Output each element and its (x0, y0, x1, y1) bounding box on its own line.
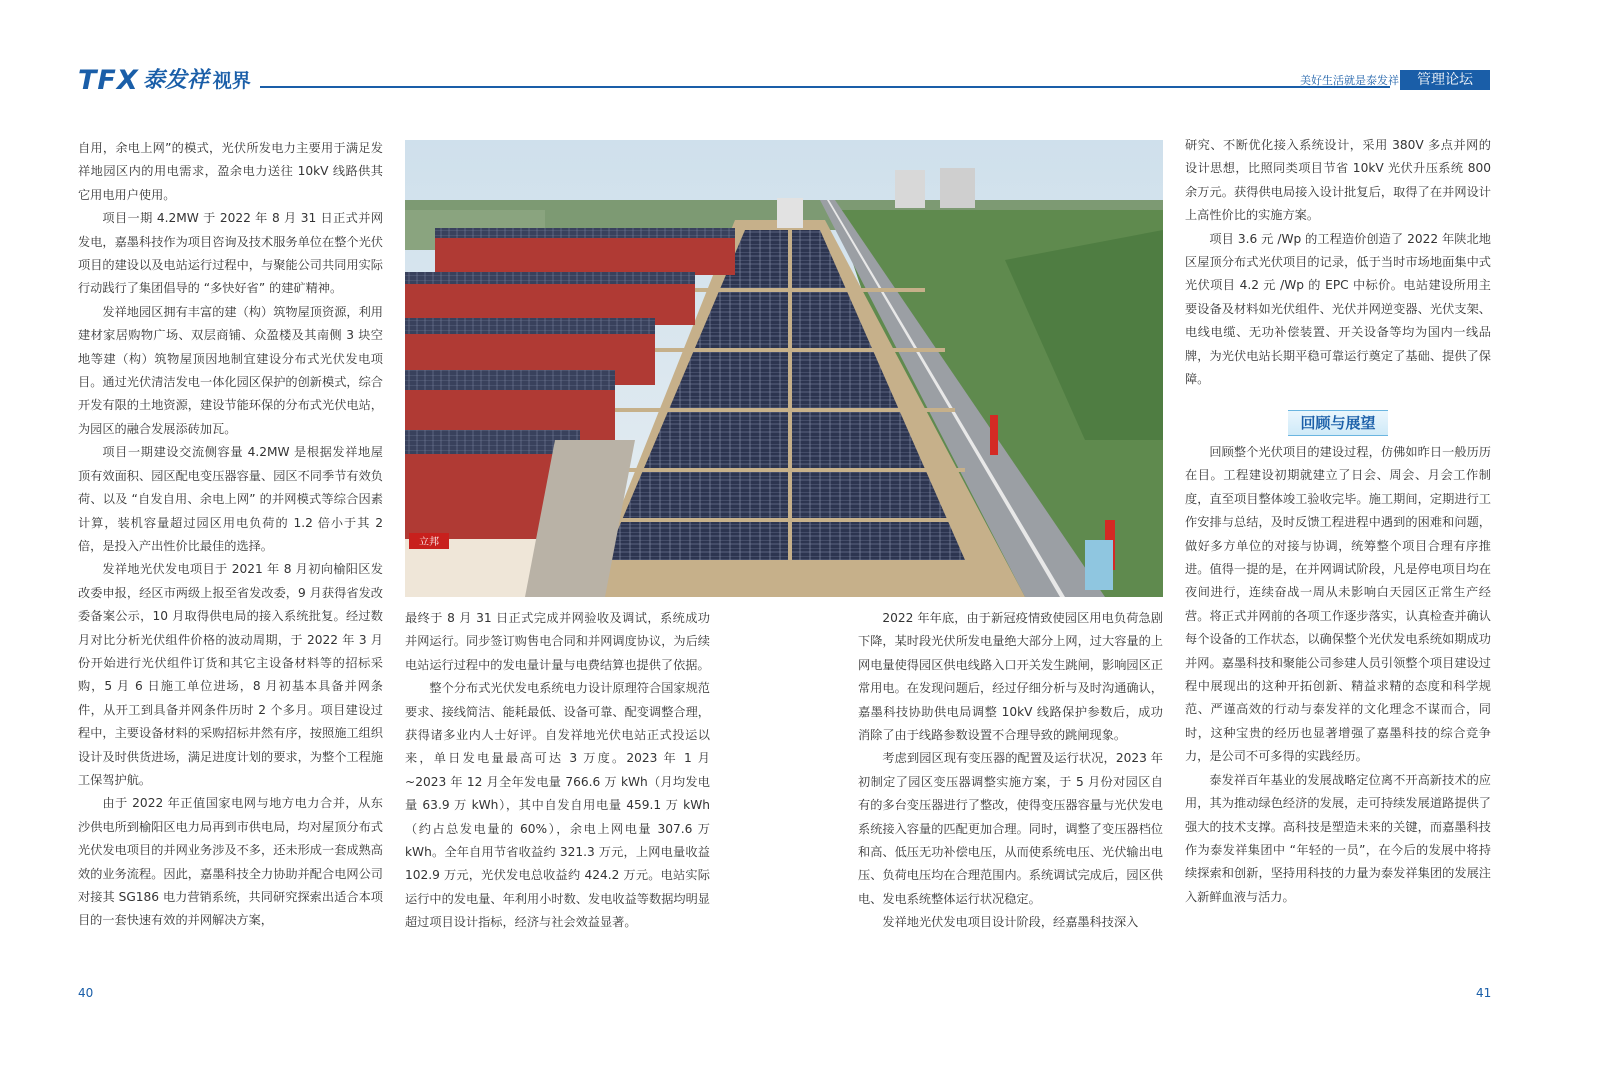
paragraph: 整个分布式光伏发电系统电力设计原理符合国家规范要求、接线简洁、能耗最低、设备可靠、配变调整合理，获得诸多业内人士好评。自发祥地光伏电站正式投运以来，单日发电量最高可达 3 万度。2023 年 1 月 ~2023 年 12 月全年发电量 766.6 万 kWh（月均发电量 63.9 万 kWh），其中自发自用电量 459.1 万 kWh（约占总发电量的 60%），余电上网电量 307.6 万 kWh。全年自用节省收益约 321.3 万元，上网电量收益 102.9 万元，光伏发电总收益约 424.2 万元。电站实际运行中的发电量、年利用小时数、发电收益等数据均明显超过项目设计指标，经济与社会效益显著。 (405, 681, 710, 930)
column-4-bottom (1185, 441, 1491, 909)
logo-latin: TFX (78, 65, 139, 96)
header-slogan: 美好生活就是泰发祥 (1300, 74, 1399, 87)
section-subheading: 回顾与展望 (1288, 410, 1388, 436)
paragraph: 回顾整个光伏项目的建设过程，仿佛如昨日一般历历在目。工程建设初期就建立了日会、周会、月会工作制度，直至项目整体竣工验收完毕。施工期间，定期进行工作安排与总结，及时反馈工程进程中遇到的困难和问题，做好多方单位的对接与协调，统筹整个项目合理有序推进。值得一提的是，在并网调试阶段，凡是停电项目均在夜间进行，连续奋战一周从未影响白天园区正常生产经营。将正式并网前的各项工作逐步落实，认真检查并确认每个设备的工作状态，以确保整个光伏发电系统如期成功并网。嘉墨科技和聚能公司参建人员引领整个项目建设过程中展现出的这种开拓创新、精益求精的态度和科学规范、严谨高效的行动与泰发祥的文化理念不谋而合，同时，这种宝贵的经历也显著增强了嘉墨科技的综合竞争力，是公司不可多得的实践经历。 (1185, 445, 1491, 764)
paragraph: 2022 年年底，由于新冠疫情致使园区用电负荷急剧下降，某时段光伏所发电量绝大部分上网，过大容量的上网电量使得园区供电线路入口开关发生跳闸，影响园区正常用电。在发现问题后，经过仔细分析与及时沟通确认，嘉墨科技协助供电局调整 10kV 线路保护参数后，成功消除了由于线路参数设置不合理导致的跳闸现象。 (858, 611, 1163, 743)
paragraph: 自用，余电上网”的模式，光伏所发电力主要用于满足发祥地园区内的用电需求，盈余电力送往 10kV 线路供其它用电用户使用。 (78, 141, 383, 202)
paragraph: 发祥地光伏发电项目于 2021 年 8 月初向榆阳区发改委申报，经区市两级上报至省发改委，9 月获得省发改委备案公示，10 月取得供电局的接入系统批复。经过数月对比分析光伏组件价格的波动周期，于 2022 年 3 月份开始进行光伏组件订货和其它主设备材料等的招标采购，5 月 6 日施工单位进场，8 月初基本具备并网条件，从开工到具备并网条件历时 2 个多月。项目建设过程中，主要设备材料的采购招标井然有序，按照施工组织设计及时供货进场，满足进度计划的要求，为整个工程施工保驾护航。 (78, 562, 383, 787)
paragraph: 发祥地园区拥有丰富的建（构）筑物屋顶资源，利用建材家居购物广场、双层商铺、众盈楼及其南侧 3 块空地等建（构）筑物屋顶因地制宜建设分布式光伏发电项目。通过光伏清洁发电一体化园区保护的创新模式，综合开发有限的土地资源，建设节能环保的分布式光伏电站，为园区的融合发展添砖加瓦。 (78, 304, 383, 436)
page-number-right: 41 (1476, 986, 1492, 1000)
paragraph: 项目一期建设交流侧容量 4.2MW 是根据发祥地屋顶有效面积、园区配电变压器容量、园区不同季节有效负荷、以及 “自发自用、余电上网” 的并网模式等综合因素计算，装机容量超过园区用电负荷的 1.2 倍小于其 2 倍，是投入产出性价比最佳的选择。 (78, 445, 383, 553)
paragraph: 发祥地光伏发电项目设计阶段，经嘉墨科技深入 (882, 915, 1139, 930)
section-tag: 管理论坛 (1400, 70, 1490, 90)
paragraph: 由于 2022 年正值国家电网与地方电力合并，从东沙供电所到榆阳区电力局再到市供电局，均对屋顶分布式光伏发电项目的并网业务涉及不多，还未形成一套成熟高效的业务流程。因此，嘉墨科技全力协助并配合电网公司对接其 SG186 电力营销系统，共同研究探索出适合本项目的一套快速有效的并网解决方案， (78, 796, 383, 928)
column-4-top (1185, 134, 1491, 391)
header-rule (260, 86, 1390, 88)
paragraph: 考虑到园区现有变压器的配置及运行状况，2023 年初制定了园区变压器调整实施方案，于 5 月份对园区自有的多台变压器进行了整改，使得变压器容量与光伏发电系统接入容量的匹配更加合理。同时，调整了变压器档位和高、低压无功补偿电压，从而使系统电压、光伏输出电压、负荷电压均在合理范围内。系统调试完成后，园区供电、发电系统整体运行状况稳定。 (858, 751, 1163, 906)
solar-park-aerial-photo (405, 140, 1163, 597)
paragraph: 研究、不断优化接入系统设计，采用 380V 多点并网的设计思想，比照同类项目节省 10kV 光伏升压系统 800 余万元。获得供电局接入设计批复后，取得了在并网设计上高性价比的实施方案。 (1185, 138, 1491, 223)
page-number-left: 40 (78, 986, 94, 1000)
paragraph: 项目 3.6 元 /Wp 的工程造价创造了 2022 年陕北地区屋顶分布式光伏项目的记录，低于当时市场地面集中式光伏项目 4.2 元 /Wp 的 EPC 中标价。电站建设所用主要设备及材料如光伏组件、光伏并网逆变器、光伏支架、电线电缆、无功补偿装置、开关设备等均为国内一线品牌，为光伏电站长期平稳可靠运行奠定了基础、提供了保障。 (1185, 231, 1491, 387)
paragraph: 项目一期 4.2MW 于 2022 年 8 月 31 日正式并网发电，嘉墨科技作为项目咨询及技术服务单位在整个光伏项目的建设以及电站运行过程中，与聚能公司共同用实际行动践行了集团倡导的 “多快好省” 的建矿精神。 (78, 211, 383, 296)
column-2 (405, 607, 710, 935)
paragraph: 最终于 8 月 31 日正式完成并网验收及调试，系统成功并网运行。同步签订购售电合同和并网调度协议，为后续电站运行过程中的发电量计量与电费结算也提供了依据。 (405, 611, 710, 672)
column-3 (858, 607, 1163, 935)
photo-sign-text: 立邦 (419, 537, 439, 548)
magazine-logo (78, 66, 251, 96)
column-1 (78, 137, 383, 933)
logo-chinese: 泰发祥 (142, 68, 209, 93)
paragraph: 泰发祥百年基业的发展战略定位离不开高新技术的应用，其为推动绿色经济的发展，走可持续发展道路提供了强大的技术支撑。高科技是塑造未来的关键，而嘉墨科技作为泰发祥集团中 “年轻的一员”，在今后的发展中将持续探索和创新，坚持用科技的力量为泰发祥集团的发展注入新鲜血液与活力。 (1185, 772, 1491, 904)
logo-suffix: 视界 (212, 70, 251, 92)
